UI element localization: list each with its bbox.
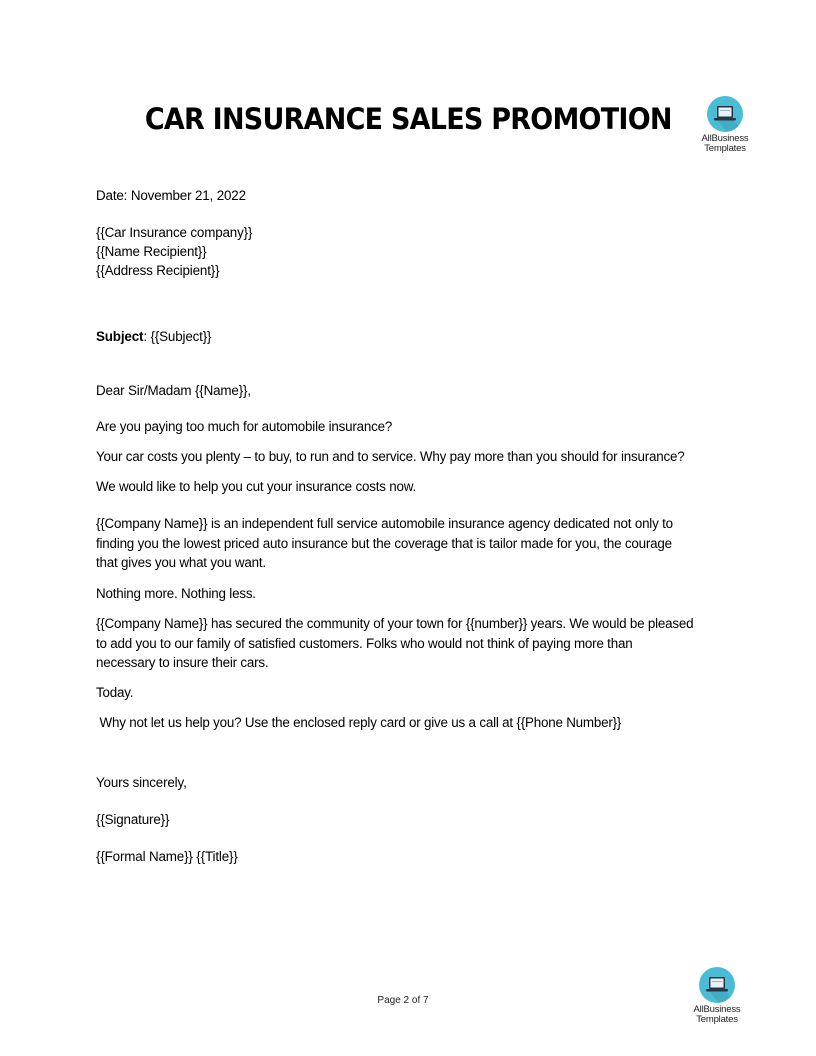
paragraph-4: {{Company Name}} is an independent full service automobile insurance agency dedicated not only to finding you the lowest priced auto insurance but the coverage that is tailor made for you, the courage that gives you what you want. xyxy=(96,516,673,571)
logo-text-line1: AllBusiness xyxy=(701,133,749,144)
closing: Yours sincerely, xyxy=(96,775,187,790)
letter-date: Date: November 21, 2022 xyxy=(96,188,246,203)
subject-label: Subject xyxy=(96,329,144,344)
salutation: Dear Sir/Madam {{Name}}, xyxy=(96,383,251,398)
paragraph-5: Nothing more. Nothing less. xyxy=(96,586,256,601)
laptop-icon xyxy=(699,967,735,1003)
logo-text-line1: AllBusiness xyxy=(693,1004,741,1015)
paragraph-1: Are you paying too much for automobile insurance? xyxy=(96,419,393,434)
formal-name: {{Formal Name}} {{Title}} xyxy=(96,849,238,864)
paragraph-8: Why not let us help you? Use the enclosed reply card or give us a call at {{Phone Number}} xyxy=(96,715,622,730)
recipient-address: {{Address Recipient}} xyxy=(96,263,220,278)
logo-text-line2: Templates xyxy=(696,1014,738,1025)
recipient-name: {{Name Recipient}} xyxy=(96,244,207,259)
paragraph-6: {{Company Name}} has secured the community of your town for {{number}} years. We would be pleased to add you to our family of satisfied customers. Folks who would not think of paying more than necessary to insure their cars. xyxy=(96,616,694,671)
recipient-company: {{Car Insurance company}} xyxy=(96,225,253,240)
allbusiness-footer-logo xyxy=(682,967,752,1025)
subject-value: : {{Subject}} xyxy=(143,329,212,344)
logo-text-line2: Templates xyxy=(704,143,746,154)
page-title: CAR INSURANCE SALES PROMOTION xyxy=(144,102,672,136)
page-number: Page 2 of 7 xyxy=(377,995,429,1006)
paragraph-3: We would like to help you cut your insurance costs now. xyxy=(96,479,416,494)
signature: {{Signature}} xyxy=(96,812,170,827)
subject-line xyxy=(96,327,211,347)
paragraph-7: Today. xyxy=(96,685,134,700)
paragraph-2: Your car costs you plenty – to buy, to run and to service. Why pay more than you should for insurance? xyxy=(96,449,685,464)
laptop-icon xyxy=(707,96,743,132)
allbusiness-logo xyxy=(690,96,760,154)
